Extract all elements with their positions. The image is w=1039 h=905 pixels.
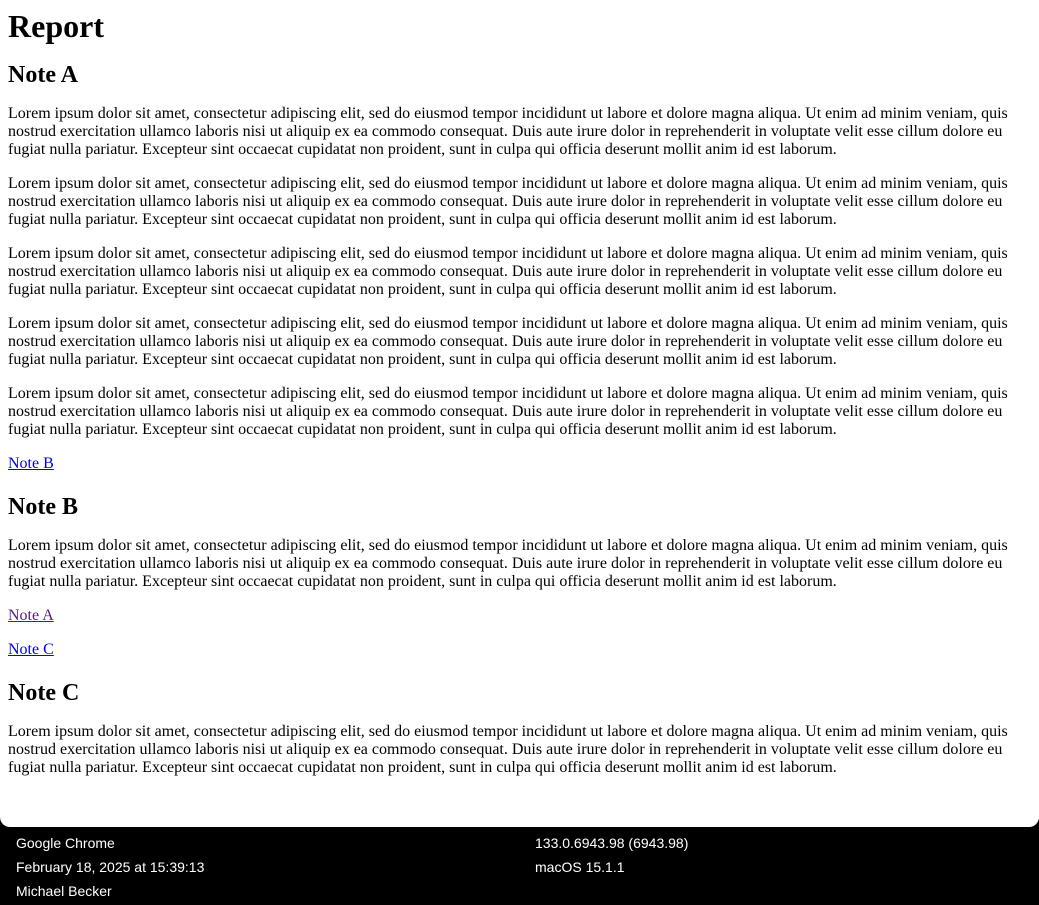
- footer-datetime: February 18, 2025 at 15:39:13: [16, 859, 205, 875]
- footer-version: 133.0.6943.98 (6943.98): [535, 835, 689, 851]
- paragraph: Lorem ipsum dolor sit amet, consectetur adipiscing elit, sed do eiusmod tempor incididunt ut labore et dolore magna aliqua. Ut enim ad minim veniam, quis nostrud exercitation ullamco laboris nisi ut aliquip ex ea commodo consequat. Duis aute irure dolor in reprehenderit in voluptate velit esse cillum dolore eu fugiat nulla pariatur. Excepteur sint occaecat cupidatat non proident, sunt in culpa qui officia deserunt mollit anim id est laborum.: [8, 537, 1008, 590]
- section-heading-note-b: Note B: [8, 494, 78, 520]
- section-heading-note-a: Note A: [8, 62, 78, 88]
- footer-os: macOS 15.1.1: [535, 859, 625, 875]
- page-title: Report: [8, 8, 104, 44]
- link-note-b[interactable]: Note B: [8, 455, 54, 472]
- section-heading-note-c: Note C: [8, 680, 80, 706]
- footer-browser: Google Chrome: [16, 835, 115, 851]
- link-row: [8, 641, 1031, 659]
- paragraph: Lorem ipsum dolor sit amet, consectetur adipiscing elit, sed do eiusmod tempor incididunt ut labore et dolore magna aliqua. Ut enim ad minim veniam, quis nostrud exercitation ullamco laboris nisi ut aliquip ex ea commodo consequat. Duis aute irure dolor in reprehenderit in voluptate velit esse cillum dolore eu fugiat nulla pariatur. Excepteur sint occaecat cupidatat non proident, sunt in culpa qui officia deserunt mollit anim id est laborum.: [8, 385, 1008, 438]
- screenshot-info-footer: [0, 827, 1039, 905]
- link-note-a[interactable]: Note A: [8, 607, 54, 624]
- paragraph: Lorem ipsum dolor sit amet, consectetur adipiscing elit, sed do eiusmod tempor incididunt ut labore et dolore magna aliqua. Ut enim ad minim veniam, quis nostrud exercitation ullamco laboris nisi ut aliquip ex ea commodo consequat. Duis aute irure dolor in reprehenderit in voluptate velit esse cillum dolore eu fugiat nulla pariatur. Excepteur sint occaecat cupidatat non proident, sunt in culpa qui officia deserunt mollit anim id est laborum.: [8, 315, 1008, 368]
- link-row: [8, 455, 1031, 473]
- footer-user: Michael Becker: [16, 883, 112, 899]
- paragraph: Lorem ipsum dolor sit amet, consectetur adipiscing elit, sed do eiusmod tempor incididunt ut labore et dolore magna aliqua. Ut enim ad minim veniam, quis nostrud exercitation ullamco laboris nisi ut aliquip ex ea commodo consequat. Duis aute irure dolor in reprehenderit in voluptate velit esse cillum dolore eu fugiat nulla pariatur. Excepteur sint occaecat cupidatat non proident, sunt in culpa qui officia deserunt mollit anim id est laborum.: [8, 723, 1008, 776]
- paragraph: Lorem ipsum dolor sit amet, consectetur adipiscing elit, sed do eiusmod tempor incididunt ut labore et dolore magna aliqua. Ut enim ad minim veniam, quis nostrud exercitation ullamco laboris nisi ut aliquip ex ea commodo consequat. Duis aute irure dolor in reprehenderit in voluptate velit esse cillum dolore eu fugiat nulla pariatur. Excepteur sint occaecat cupidatat non proident, sunt in culpa qui officia deserunt mollit anim id est laborum.: [8, 105, 1008, 158]
- paragraph: Lorem ipsum dolor sit amet, consectetur adipiscing elit, sed do eiusmod tempor incididunt ut labore et dolore magna aliqua. Ut enim ad minim veniam, quis nostrud exercitation ullamco laboris nisi ut aliquip ex ea commodo consequat. Duis aute irure dolor in reprehenderit in voluptate velit esse cillum dolore eu fugiat nulla pariatur. Excepteur sint occaecat cupidatat non proident, sunt in culpa qui officia deserunt mollit anim id est laborum.: [8, 175, 1008, 228]
- link-note-c[interactable]: Note C: [8, 641, 54, 658]
- paragraph: Lorem ipsum dolor sit amet, consectetur adipiscing elit, sed do eiusmod tempor incididunt ut labore et dolore magna aliqua. Ut enim ad minim veniam, quis nostrud exercitation ullamco laboris nisi ut aliquip ex ea commodo consequat. Duis aute irure dolor in reprehenderit in voluptate velit esse cillum dolore eu fugiat nulla pariatur. Excepteur sint occaecat cupidatat non proident, sunt in culpa qui officia deserunt mollit anim id est laborum.: [8, 245, 1008, 298]
- link-row: [8, 607, 1031, 625]
